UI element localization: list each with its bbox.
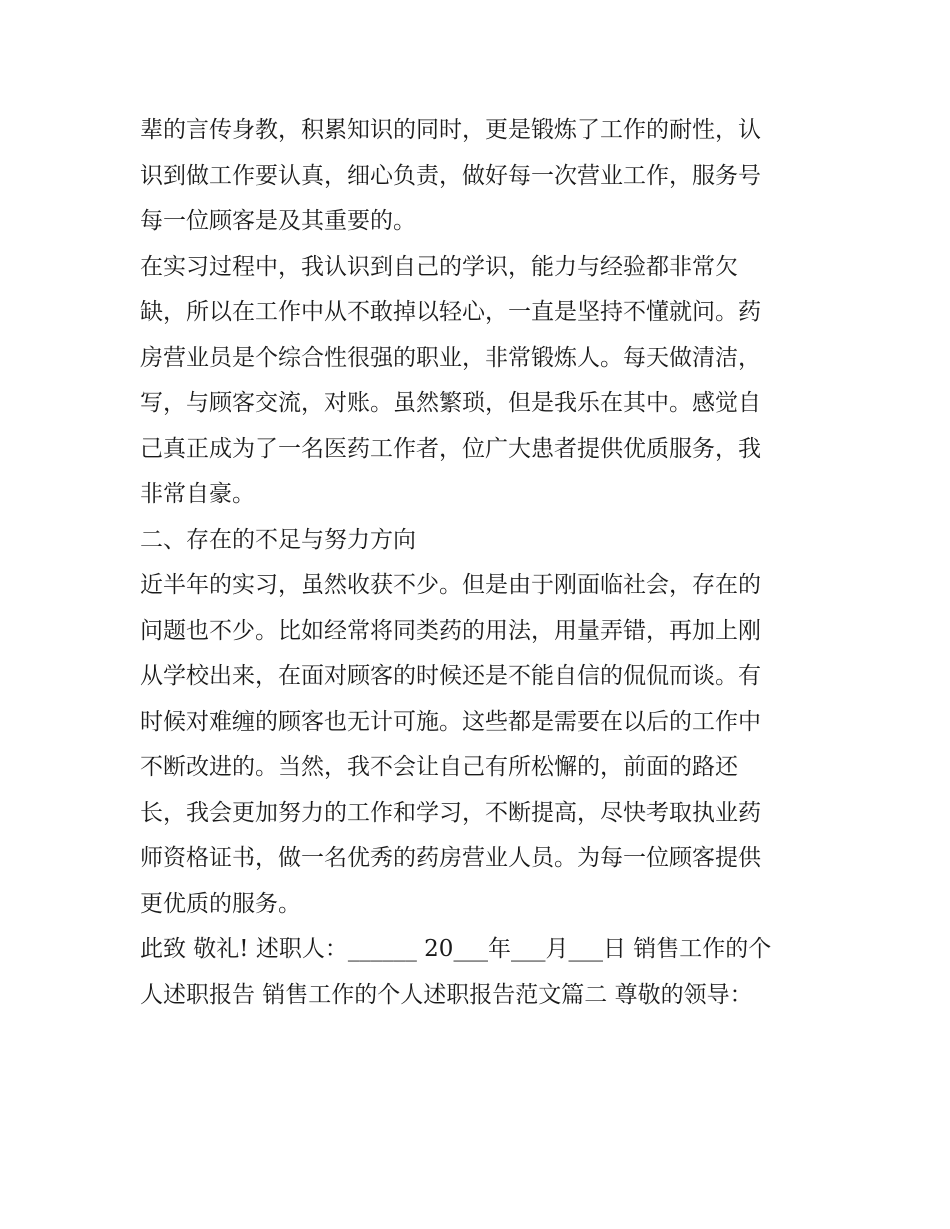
text-line-18: 更优质的服务。	[140, 890, 301, 917]
text-line-4: 在实习过程中，我认识到自己的学识，能力与经验都非常欠	[140, 253, 738, 280]
document-body	[140, 108, 820, 1018]
text-line-6: 房营业员是个综合性很强的职业，非常锻炼人。每天做清洁，	[140, 344, 761, 371]
text-line-3: 每一位顾客是及其重要的。	[140, 208, 416, 234]
text-line-15: 不断改进的。当然，我不会让自己有所松懈的，前面的路还	[140, 754, 738, 780]
closing-line: 此致 敬礼! 述职人：______ 20___年___月___日 销售工作的个	[140, 936, 772, 962]
section-heading: 二、存在的不足与努力方向	[140, 526, 416, 553]
text-line-2: 识到做工作要认真，细心负责，做好每一次营业工作，服务号	[140, 162, 761, 189]
text-line-9: 非常自豪。	[140, 481, 255, 507]
text-line-13: 从学校出来，在面对顾客的时候还是不能自信的侃侃而谈。有	[140, 663, 761, 689]
text-line-8: 己真正成为了一名医药工作者，位广大患者提供优质服务，我	[140, 435, 761, 462]
text-line-5: 缺，所以在工作中从不敢掉以轻心，一直是坚持不懂就问。药	[140, 299, 761, 325]
text-line-17: 师资格证书，做一名优秀的药房营业人员。为每一位顾客提供	[140, 845, 761, 871]
text-line-7: 写，与顾客交流，对账。虽然繁琐，但是我乐在其中。感觉自	[140, 390, 761, 416]
next-report-title-line: 人述职报告 销售工作的个人述职报告范文篇二 尊敬的领导：	[140, 981, 753, 1008]
text-line-12: 问题也不少。比如经常将同类药的用法，用量弄错，再加上刚	[140, 617, 761, 644]
text-line-16: 长，我会更加努力的工作和学习，不断提高，尽快考取执业药	[140, 799, 761, 826]
text-line-14: 时候对难缠的顾客也无计可施。这些都是需要在以后的工作中	[140, 708, 761, 735]
text-line-11: 近半年的实习，虽然收获不少。但是由于刚面临社会，存在的	[140, 572, 761, 598]
text-line-1: 辈的言传身教，积累知识的同时，更是锻炼了工作的耐性，认	[140, 117, 761, 143]
